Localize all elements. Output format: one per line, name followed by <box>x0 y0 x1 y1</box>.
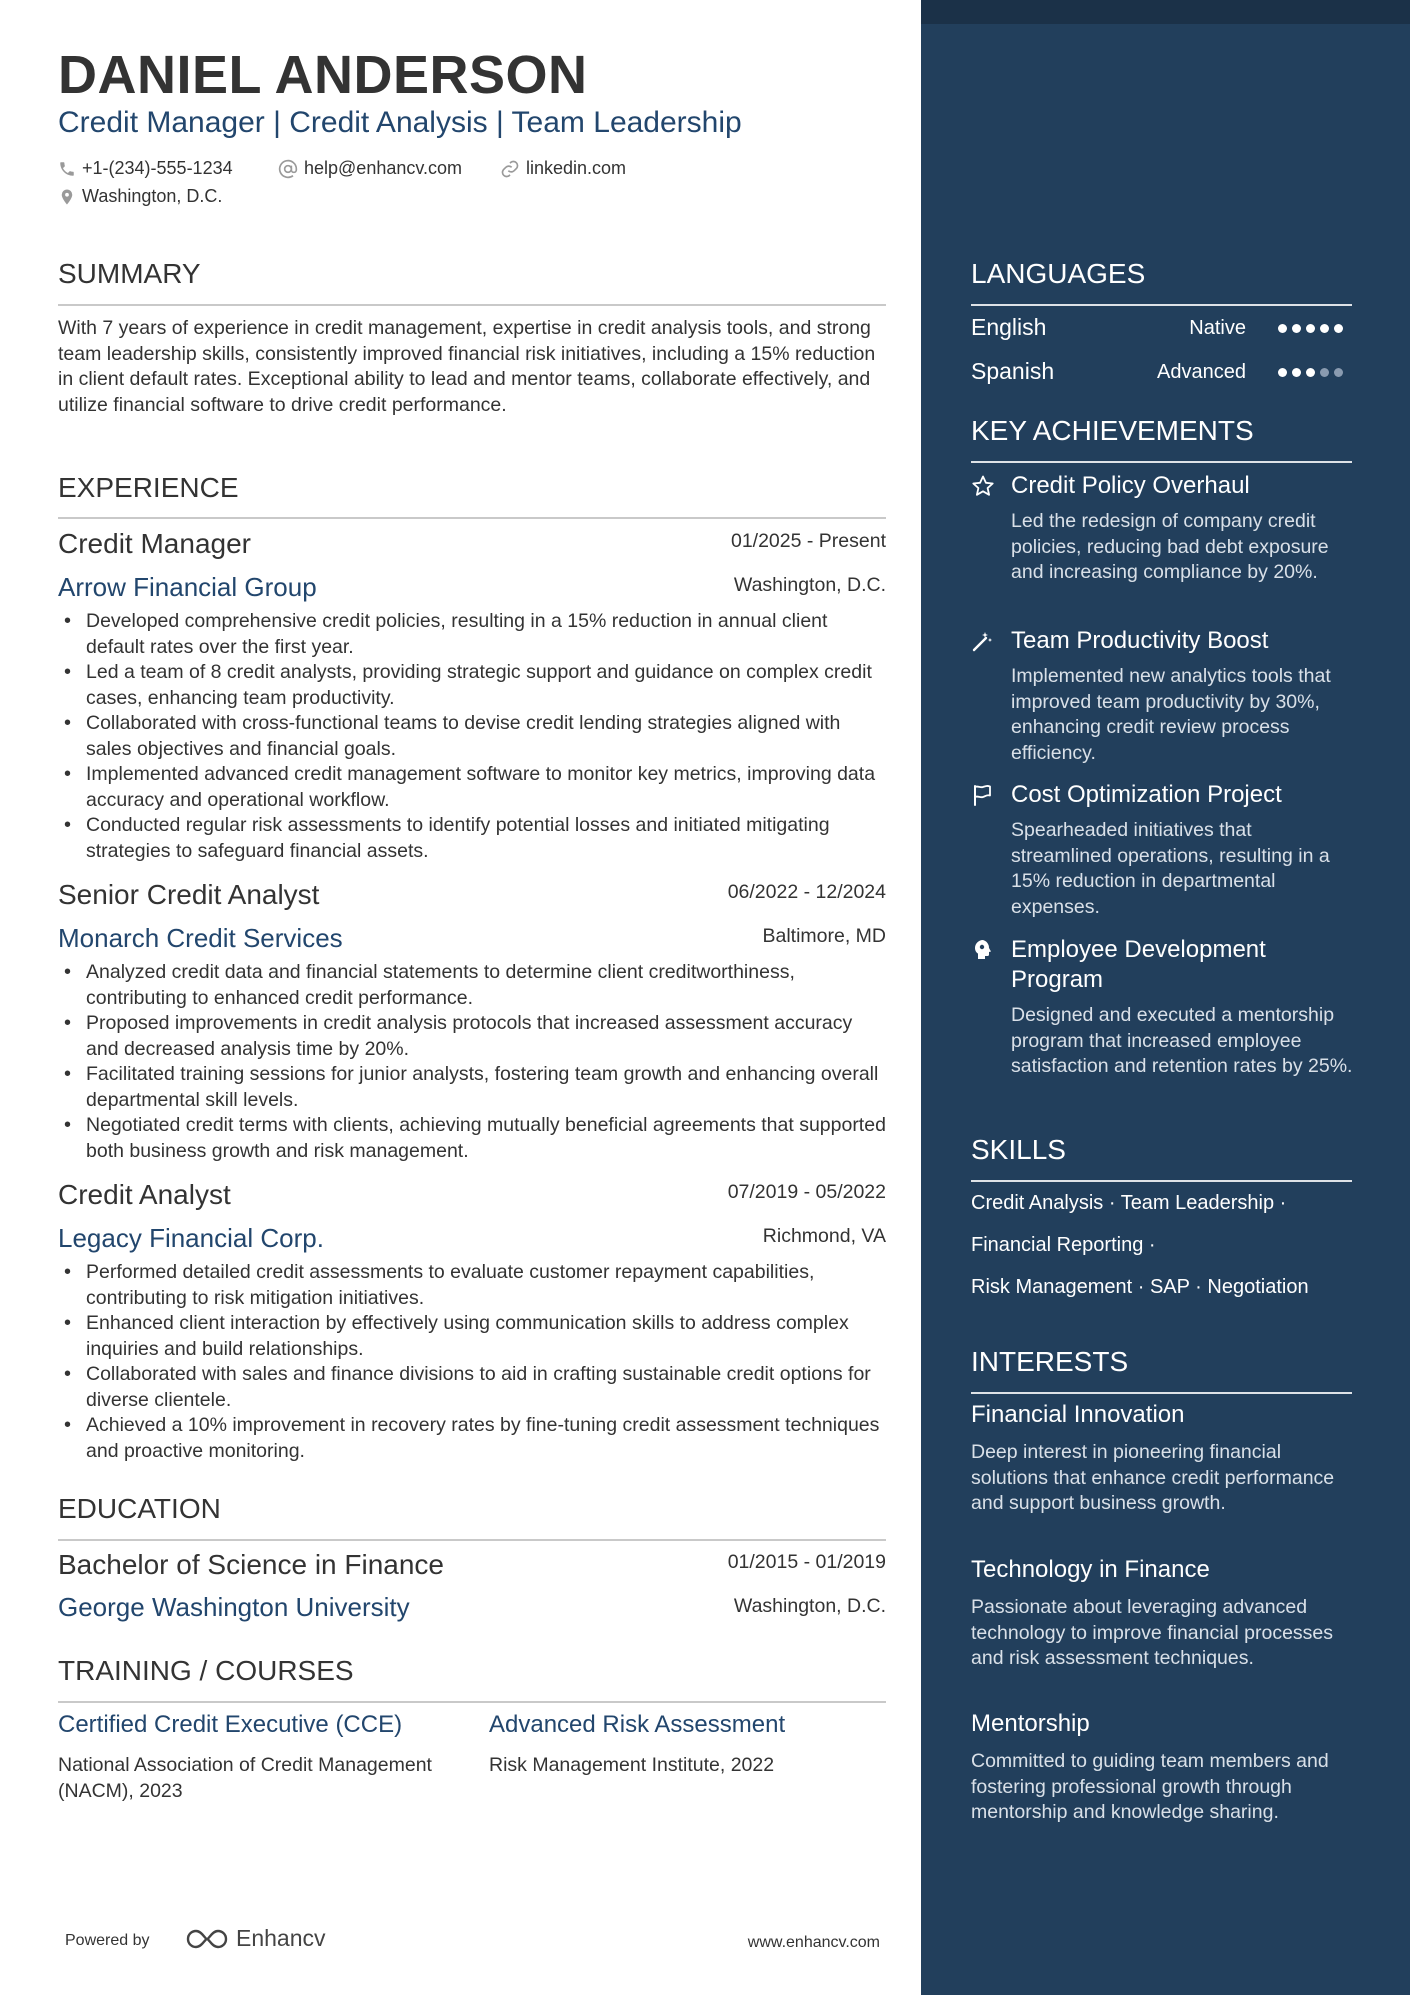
skills-line: Financial Reporting · <box>971 1234 1156 1256</box>
rating-dot-filled <box>1292 368 1301 377</box>
achievement-title: Employee Development Program <box>1011 936 1266 993</box>
job-company: Monarch Credit Services <box>58 923 343 953</box>
achievement-desc: Designed and executed a mentorship program that increased employee satisfaction and retention rates by 25%. <box>1011 1004 1353 1077</box>
section-divider <box>971 304 1352 306</box>
section-divider <box>58 1701 886 1703</box>
rating-dot-filled <box>1278 368 1287 377</box>
contact-phone[interactable] <box>58 158 233 179</box>
rating-dot-filled <box>1306 324 1315 333</box>
interest-desc: Committed to guiding team members and fostering professional growth through mentorship and knowledge sharing. <box>971 1750 1329 1823</box>
rating-dot-filled <box>1306 368 1315 377</box>
job-dates: 01/2025 - Present <box>730 530 886 552</box>
enhancv-logo-icon <box>184 1926 230 1952</box>
job-bullets <box>58 1260 888 1464</box>
star-icon <box>971 474 995 498</box>
school-name: George Washington University <box>58 1592 410 1622</box>
language-level: Advanced <box>1157 361 1246 383</box>
bullet-item: • Negotiated credit terms with clients, achieving mutually beneficial agreements that supported both business growth and risk management. <box>58 1113 888 1164</box>
powered-by-label: Powered by <box>65 1932 150 1949</box>
location-pin-icon <box>58 187 76 207</box>
brain-icon <box>971 938 995 962</box>
job-title: Senior Credit Analyst <box>58 879 320 910</box>
phone-text: +1-(234)-555-1234 <box>82 158 233 178</box>
language-rating <box>1278 368 1343 377</box>
rating-dot-filled <box>1334 324 1343 333</box>
flag-icon <box>971 783 995 807</box>
section-divider <box>58 304 886 306</box>
at-sign-icon <box>278 159 298 179</box>
bullet-item: • Enhanced client interaction by effectively using communication skills to address complex inquiries and build relationships. <box>58 1311 888 1362</box>
rating-dot-filled <box>1320 324 1329 333</box>
job-title: Credit Manager <box>58 528 251 559</box>
contact-email[interactable] <box>278 158 462 179</box>
course-detail: Risk Management Institute, 2022 <box>489 1754 775 1776</box>
bullet-item: • Developed comprehensive credit policies, resulting in a 15% reduction in annual client default rates over the first year. <box>58 609 888 660</box>
rating-dot-empty <box>1320 368 1329 377</box>
footer-url[interactable]: www.enhancv.com <box>747 1934 880 1951</box>
skills-heading: SKILLS <box>971 1134 1066 1165</box>
achievement-title: Credit Policy Overhaul <box>1011 472 1250 499</box>
school-location: Washington, D.C. <box>733 1595 886 1617</box>
bullet-item: • Performed detailed credit assessments to evaluate customer repayment capabilities, contributing to risk mitigation initiatives. <box>58 1260 888 1311</box>
email-text: help@enhancv.com <box>304 158 463 178</box>
achievements-heading: KEY ACHIEVEMENTS <box>971 415 1254 446</box>
bullet-item: • Facilitated training sessions for junior analysts, fostering team growth and enhancing overall departmental skill levels. <box>58 1062 888 1113</box>
section-divider <box>971 461 1352 463</box>
interest-title: Mentorship <box>971 1710 1090 1737</box>
training-heading: TRAINING / COURSES <box>58 1655 354 1686</box>
achievement-title: Team Productivity Boost <box>1011 627 1269 654</box>
rating-dot-filled <box>1278 324 1287 333</box>
section-divider <box>971 1180 1352 1182</box>
enhancv-logo[interactable] <box>184 1925 326 1952</box>
language-name: English <box>971 314 1047 340</box>
education-dates: 01/2015 - 01/2019 <box>727 1551 886 1573</box>
achievement-desc: Spearheaded initiatives that streamlined operations, resulting in a 15% reduction in departmental expenses. <box>1011 819 1330 918</box>
interest-desc: Passionate about leveraging advanced technology to improve financial processes and risk assessment techniques. <box>971 1596 1334 1669</box>
language-level: Native <box>1189 317 1246 339</box>
experience-heading: EXPERIENCE <box>58 472 239 503</box>
interest-title: Financial Innovation <box>971 1401 1185 1428</box>
contact-location <box>58 186 222 207</box>
location-text: Washington, D.C. <box>82 186 223 206</box>
linkedin-text: linkedin.com <box>526 158 627 178</box>
job-title: Credit Analyst <box>58 1179 231 1210</box>
link-icon <box>500 159 520 179</box>
rating-dot-empty <box>1334 368 1343 377</box>
skills-line: Risk Management · SAP · Negotiation <box>971 1276 1309 1298</box>
bullet-item: • Led a team of 8 credit analysts, providing strategic support and guidance on complex credit cases, enhancing team productivity. <box>58 660 888 711</box>
skills-line: Credit Analysis · Team Leadership · <box>971 1192 1287 1214</box>
phone-icon <box>58 160 76 178</box>
bullet-item: • Implemented advanced credit management software to monitor key metrics, improving data accuracy and operational workflow. <box>58 762 888 813</box>
job-location: Baltimore, MD <box>762 925 886 947</box>
languages-heading: LANGUAGES <box>971 258 1146 289</box>
section-divider <box>58 517 886 519</box>
job-location: Washington, D.C. <box>733 574 886 596</box>
bullet-item: • Proposed improvements in credit analysis protocols that increased assessment accuracy and decreased analysis time by 20%. <box>58 1011 888 1062</box>
summary-heading: SUMMARY <box>58 258 201 289</box>
job-dates: 06/2022 - 12/2024 <box>727 881 886 903</box>
interest-title: Technology in Finance <box>971 1556 1210 1583</box>
bullet-item: • Collaborated with cross-functional teams to devise credit lending strategies aligned with sales objectives and financial goals. <box>58 711 888 762</box>
course-detail: National Association of Credit Management (NACM), 2023 <box>58 1754 432 1802</box>
language-rating <box>1278 324 1343 333</box>
language-name: Spanish <box>971 358 1055 384</box>
enhancv-brand: Enhancv <box>236 1925 326 1951</box>
bullet-item: • Analyzed credit data and financial statements to determine client creditworthiness, contributing to enhanced credit performance. <box>58 960 888 1011</box>
degree-title: Bachelor of Science in Finance <box>58 1549 444 1580</box>
job-dates: 07/2019 - 05/2022 <box>727 1181 886 1203</box>
bullet-item: • Collaborated with sales and finance divisions to aid in crafting sustainable credit options for diverse clientele. <box>58 1362 888 1413</box>
job-bullets <box>58 609 888 864</box>
bullet-item: • Achieved a 10% improvement in recovery rates by fine-tuning credit assessment techniques and proactive monitoring. <box>58 1413 888 1464</box>
education-heading: EDUCATION <box>58 1493 221 1524</box>
sidebar <box>921 0 1410 1995</box>
achievement-desc: Led the redesign of company credit policies, reducing bad debt exposure and increasing compliance by 20%. <box>1011 510 1329 583</box>
interests-heading: INTERESTS <box>971 1346 1129 1377</box>
section-divider <box>58 1539 886 1541</box>
job-location: Richmond, VA <box>762 1225 886 1247</box>
job-company: Arrow Financial Group <box>58 572 317 602</box>
achievement-title: Cost Optimization Project <box>1011 781 1282 808</box>
headline: Credit Manager | Credit Analysis | Team Leadership <box>58 106 742 139</box>
candidate-name: DANIEL ANDERSON <box>58 45 588 105</box>
contact-linkedin[interactable] <box>500 158 626 179</box>
course-title: Certified Credit Executive (CCE) <box>58 1711 403 1738</box>
achievement-desc: Implemented new analytics tools that improved team productivity by 30%, enhancing credit review process efficiency. <box>1011 665 1331 764</box>
job-company: Legacy Financial Corp. <box>58 1223 324 1253</box>
section-divider <box>971 1392 1352 1394</box>
bullet-item: • Conducted regular risk assessments to identify potential losses and initiated mitigating strategies to safeguard financial assets. <box>58 813 888 864</box>
job-bullets <box>58 960 888 1164</box>
interest-desc: Deep interest in pioneering financial solutions that enhance credit performance and support business growth. <box>971 1441 1335 1514</box>
sidebar-top-band <box>921 0 1410 24</box>
summary-text: With 7 years of experience in credit management, expertise in credit analysis tools, and strong team leadership skills, consistently improved financial risk initiatives, including a 15% reduction in client default rates. Exceptional ability to lead and mentor teams, collaborate effectively, and utilize financial software to drive credit performance. <box>58 317 876 416</box>
magic-wand-icon <box>971 629 995 653</box>
course-title: Advanced Risk Assessment <box>489 1711 786 1738</box>
rating-dot-filled <box>1292 324 1301 333</box>
